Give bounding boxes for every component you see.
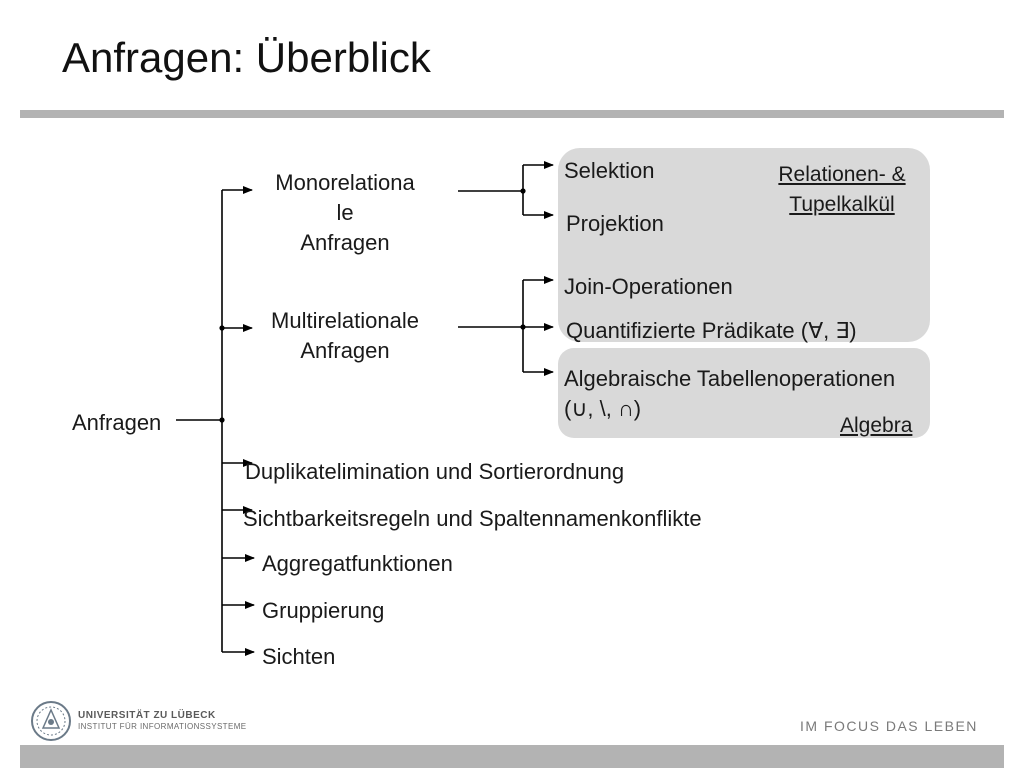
- footer-bar: [20, 745, 1004, 768]
- node-multirelational-queries: [247, 306, 443, 366]
- algebra-ops-line-2: (∪, \, ∩): [564, 396, 642, 421]
- leaf-join-operationen: Join-Operationen: [564, 274, 733, 299]
- multi-label-line-1: Multirelationale: [271, 308, 419, 333]
- university-name: UNIVERSITÄT ZU LÜBECK: [78, 710, 216, 721]
- calculus-label-line-2[interactable]: Tupelkalkül: [789, 193, 895, 216]
- leaf-quantifizierte-praedikate: Quantifizierte Prädikate (∀, ∃): [566, 318, 857, 343]
- leaf-selektion: Selektion: [564, 158, 655, 183]
- mono-label-line-1: Monorelationa: [275, 170, 415, 195]
- algebra-link[interactable]: Algebra: [840, 414, 913, 437]
- algebra-ops-line-1: Algebraische Tabellenoperationen: [564, 366, 896, 391]
- node-monorelational-queries: [255, 168, 435, 258]
- leaf-projektion: Projektion: [566, 211, 664, 236]
- slide-title: Anfragen: Überblick: [62, 34, 431, 81]
- mono-label-line-2: le: [336, 200, 354, 225]
- leaf-duplikatelimination: Duplikatelimination und Sortierordnung: [245, 459, 625, 484]
- multi-label-line-2: Anfragen: [300, 338, 390, 363]
- leaf-sichtbarkeitsregeln: Sichtbarkeitsregeln und Spaltennamenkonflikte: [243, 506, 702, 531]
- leaf-gruppierung: Gruppierung: [262, 598, 385, 623]
- mono-label-line-3: Anfragen: [300, 230, 390, 255]
- institute-name: INSTITUT FÜR INFORMATIONSSYSTEME: [78, 722, 247, 731]
- root-node-anfragen: Anfragen: [72, 410, 162, 435]
- leaf-sichten: Sichten: [262, 644, 336, 669]
- university-seal-icon: [30, 698, 72, 744]
- calculus-label-line-1[interactable]: Relationen- &: [778, 163, 906, 186]
- footer-slogan: IM FOCUS DAS LEBEN: [800, 718, 978, 734]
- calculus-link[interactable]: [762, 160, 922, 220]
- leaf-aggregatfunktionen: Aggregatfunktionen: [262, 551, 453, 576]
